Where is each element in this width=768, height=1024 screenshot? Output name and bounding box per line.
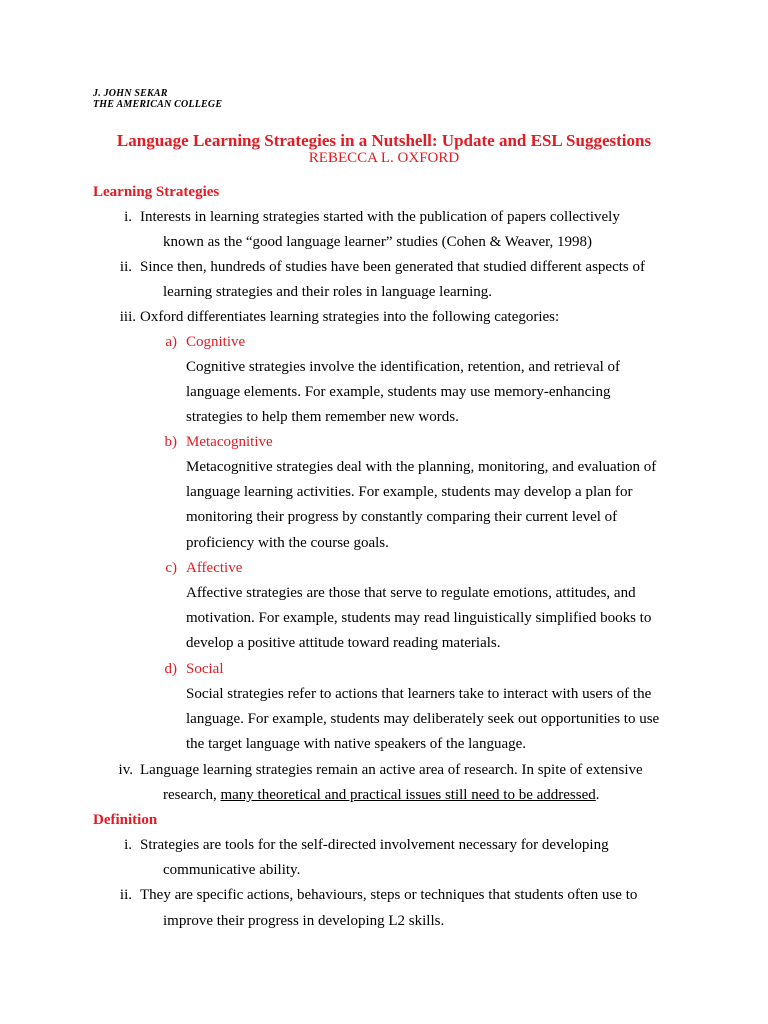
line-suffix: . <box>595 787 600 803</box>
underlined-phrase: many theoretical and practical issues still need to be addressed <box>220 787 596 803</box>
category-line: language learning activities. For example, students may develop a plan for <box>186 484 633 500</box>
list-item-line: Oxford differentiates learning strategies into the following categories: <box>140 309 560 325</box>
category-line: language elements. For example, students may use memory-enhancing <box>186 384 611 400</box>
author-name: J. JOHN SEKAR <box>93 88 168 99</box>
list-item-line: known as the “good language learner” studies (Cohen & Weaver, 1998) <box>163 234 593 250</box>
institution-name: THE AMERICAN COLLEGE <box>93 99 223 110</box>
category-letter: c) <box>165 560 177 576</box>
list-item-line: communicative ability. <box>163 862 301 878</box>
list-numeral: ii. <box>119 887 132 903</box>
list-numeral: iv. <box>118 762 133 778</box>
category-line: Affective strategies are those that serve to regulate emotions, attitudes, and <box>186 585 636 601</box>
document-title: Language Learning Strategies in a Nutshell: Update and ESL Suggestions <box>116 131 652 150</box>
category-label-cognitive: Cognitive <box>186 334 246 350</box>
section-heading-definition: Definition <box>93 812 158 828</box>
list-numeral: i. <box>124 209 132 225</box>
list-item-line: Since then, hundreds of studies have been generated that studied different aspects of <box>140 259 645 275</box>
list-item-line-final <box>163 787 600 804</box>
document-subtitle: REBECCA L. OXFORD <box>308 150 460 166</box>
list-item-line: Interests in learning strategies started with the publication of papers collectively <box>140 209 620 225</box>
list-item-line: Strategies are tools for the self-directed involvement necessary for developing <box>140 837 609 853</box>
category-line: strategies to help them remember new words. <box>186 409 459 425</box>
category-line: the target language with native speakers of the language. <box>186 736 527 752</box>
list-item-line: improve their progress in developing L2 skills. <box>163 913 445 929</box>
list-numeral: i. <box>124 837 132 853</box>
category-letter: b) <box>164 434 177 450</box>
category-line: Cognitive strategies involve the identification, retention, and retrieval of <box>186 359 621 375</box>
line-prefix: research, <box>163 787 221 803</box>
category-line: proficiency with the course goals. <box>186 535 389 551</box>
category-letter: d) <box>164 661 177 677</box>
section-heading-learning-strategies: Learning Strategies <box>93 184 220 200</box>
category-label-affective: Affective <box>186 560 243 576</box>
category-line: language. For example, students may deliberately seek out opportunities to use <box>186 711 660 727</box>
category-line: Metacognitive strategies deal with the planning, monitoring, and evaluation of <box>186 459 657 475</box>
list-item-line: learning strategies and their roles in language learning. <box>163 284 493 300</box>
category-line: develop a positive attitude toward reading materials. <box>186 635 501 651</box>
list-item-line: Language learning strategies remain an active area of research. In spite of extensive <box>140 762 643 778</box>
category-line: monitoring their progress by constantly comparing their current level of <box>186 509 618 525</box>
list-numeral: iii. <box>119 309 136 325</box>
list-item-line: They are specific actions, behaviours, steps or techniques that students often use to <box>140 887 638 903</box>
category-label-metacognitive: Metacognitive <box>186 434 273 450</box>
category-line: Social strategies refer to actions that learners take to interact with users of the <box>186 686 652 702</box>
category-line: motivation. For example, students may read linguistically simplified books to <box>186 610 652 626</box>
category-letter: a) <box>165 334 177 350</box>
list-numeral: ii. <box>119 259 132 275</box>
category-label-social: Social <box>186 661 224 677</box>
